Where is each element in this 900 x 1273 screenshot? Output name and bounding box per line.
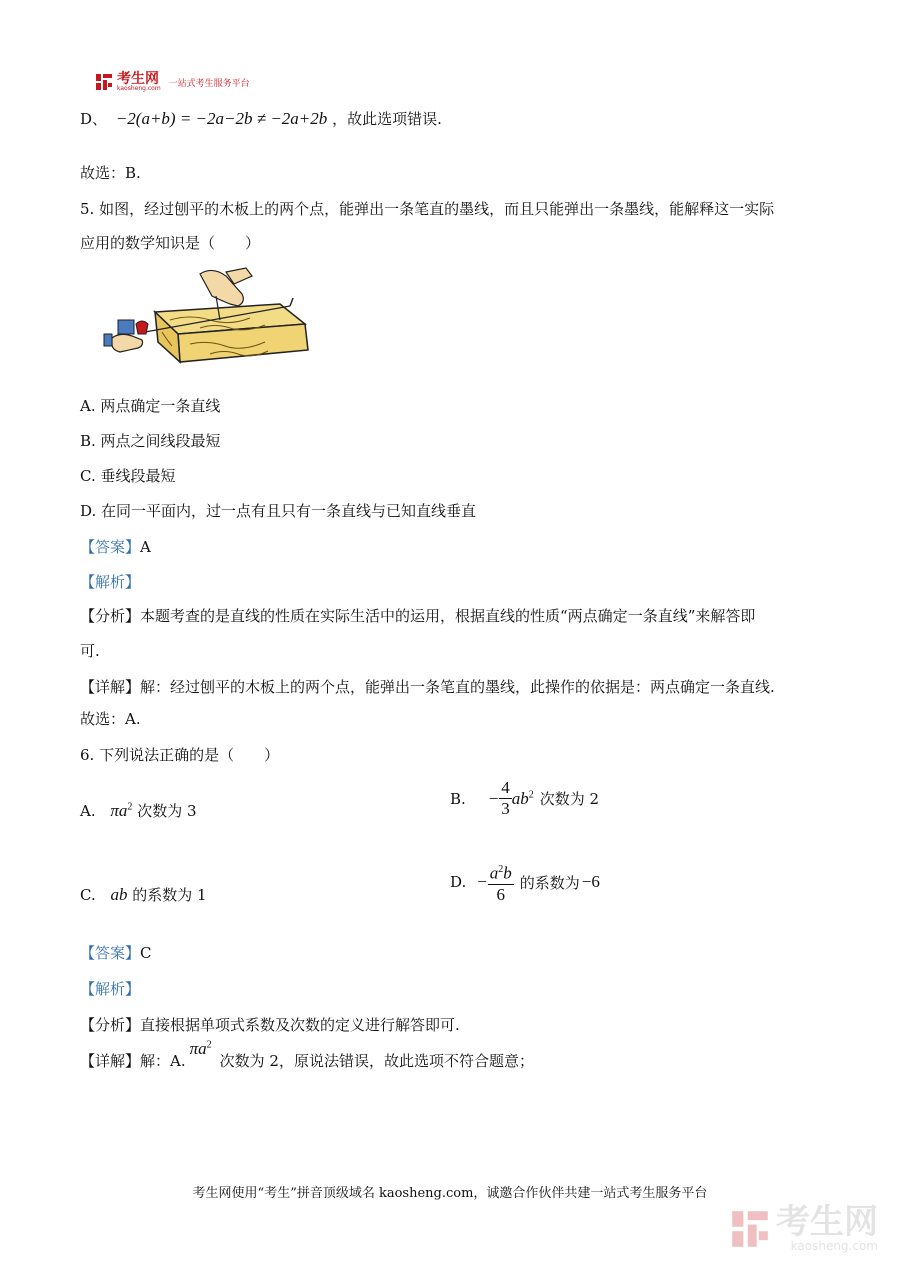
- q6-option-d-value: −6: [581, 872, 600, 892]
- q6-analysis-tag: 【解析】: [80, 980, 141, 998]
- q6-detail-expr: $\pi a^2$: [189, 1039, 212, 1058]
- q6-option-a: [80, 800, 197, 821]
- q6-option-c-expr: ab: [110, 885, 128, 904]
- q5-detail-text: 解：经过刨平的木板上的两个点，能弹出一条笔直的墨线，此操作的依据是：两点确定一条直线.: [140, 678, 775, 696]
- q5-stem-line1: 5. 如图，经过刨平的木板上的两个点，能弹出一条笔直的墨线，而且只能弹出一条墨线，能解释这一实际: [80, 200, 775, 218]
- q6-option-d-minus: −: [476, 872, 488, 892]
- q6-option-b-label: B.: [450, 789, 466, 808]
- q6-fenxi: [80, 1014, 460, 1035]
- q6-answer-value: C: [140, 944, 152, 962]
- q6-option-a-expr: $\pi a^2$: [110, 801, 133, 820]
- kaosheng-logo-icon: [95, 73, 113, 91]
- q4-option-d-label: D、: [80, 110, 108, 128]
- q5-answer: [80, 536, 151, 557]
- q6-answer-tag: 【答案】: [80, 944, 141, 962]
- watermark: [730, 1202, 878, 1253]
- q5-fenxi: [80, 605, 755, 626]
- logo-slogan: 一站式考生服务平台: [168, 78, 250, 89]
- q4-option-d-note: ，故此选项错误.: [332, 110, 442, 128]
- page-footer: 考生网使用“考生”拼音顶级域名 kaosheng.com，诚邀合作伙伴共建一站式考生服务平台: [192, 1186, 708, 1201]
- q6-option-d: [450, 860, 600, 905]
- q6-option-d-fraction: [488, 860, 514, 905]
- q5-fenxi-tag: 【分析】: [80, 607, 141, 625]
- logo-name: 考生网: [117, 71, 159, 87]
- q5-fenxi-line1: 本题考查的是直线的性质在实际生活中的运用，根据直线的性质“两点确定一条直线”来解答即: [140, 607, 756, 625]
- header-logo: [95, 72, 250, 92]
- q6-stem: 6. 下列说法正确的是（ ）: [80, 746, 280, 764]
- q6-option-a-text: 次数为 3: [137, 802, 197, 820]
- q6-option-b-expr: $ab^2$: [511, 788, 534, 808]
- q6-answer: [80, 942, 152, 963]
- q6-option-b-text: 次数为 2: [539, 790, 600, 808]
- q6-option-d-text: 的系数为: [519, 873, 580, 892]
- q6-detail-text: 次数为 2，原说法错误，故此选项不符合题意；: [219, 1052, 534, 1070]
- q5-answer-tag: 【答案】: [80, 538, 141, 556]
- q6-option-b-minus: −: [487, 788, 500, 808]
- watermark-logo-icon: [730, 1209, 770, 1249]
- q6-option-d-num: $a^2b$: [488, 860, 514, 885]
- q5-conclusion: 故选：A.: [80, 710, 141, 728]
- q5-answer-value: A: [140, 538, 151, 556]
- watermark-name: 考生网: [776, 1202, 878, 1242]
- q6-detail-prefix: 解：A.: [140, 1052, 186, 1070]
- q5-detail: [80, 676, 775, 697]
- q6-option-b-fraction: [499, 778, 512, 819]
- wood-board-illustration: [100, 262, 315, 372]
- q5-option-a: A. 两点确定一条直线: [80, 397, 221, 415]
- q6-option-c: [80, 884, 207, 905]
- q5-analysis-tag: 【解析】: [80, 573, 141, 591]
- q5-stem-line2: 应用的数学知识是（ ）: [80, 234, 261, 252]
- q4-option-d-expr: −2(a+b) = −2a−2b ≠ −2a+2b: [115, 109, 328, 128]
- q5-option-c: C. 垂线段最短: [80, 467, 176, 485]
- q6-detail-tag: 【详解】: [80, 1052, 141, 1070]
- q6-fenxi-tag: 【分析】: [80, 1016, 141, 1034]
- q6-detail: [80, 1039, 534, 1071]
- q4-option-d: [80, 108, 442, 129]
- q6-option-c-label: C.: [80, 886, 96, 904]
- q6-fenxi-text: 直接根据单项式系数及次数的定义进行解答即可.: [140, 1016, 460, 1034]
- q6-option-d-label: D.: [450, 873, 467, 892]
- q6-option-b-num: 4: [501, 778, 510, 797]
- q5-detail-tag: 【详解】: [80, 678, 141, 696]
- logo-domain: kaosheng.com: [117, 85, 161, 92]
- q4-answer: 故选：B.: [80, 164, 141, 182]
- q5-option-b: B. 两点之间线段最短: [80, 432, 221, 450]
- q6-option-c-text: 的系数为 1: [132, 886, 207, 904]
- q5-option-d: D. 在同一平面内，过一点有且只有一条直线与已知直线垂直: [80, 502, 477, 520]
- q6-option-b-den: 3: [501, 799, 510, 818]
- q6-option-b: [450, 778, 599, 819]
- q6-option-d-den: 6: [496, 884, 505, 904]
- watermark-domain: kaosheng.com: [790, 1239, 878, 1253]
- q6-option-a-label: A.: [80, 802, 96, 820]
- q5-fenxi-line2: 可.: [80, 642, 100, 660]
